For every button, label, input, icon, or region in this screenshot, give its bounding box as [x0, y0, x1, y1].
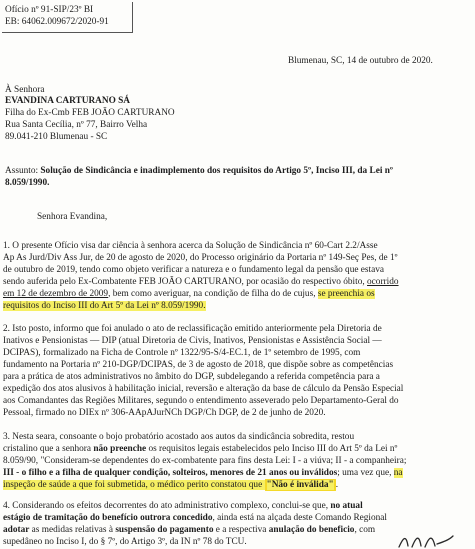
p4-line-3-end: , com — [354, 525, 376, 535]
p2-line-1: 2. Isto posto, informo que foi anulado o ato de reclassificação emitido anteriormente pela Diretoria de — [3, 324, 382, 334]
handwritten-initials-icon — [395, 530, 455, 549]
p1-line-4-text: sendo auferida pelo Ex-Combatente FEB JOÃO CARTURANO, por ocasião do respectivo óbito, — [3, 277, 368, 287]
p4-bold-suspensao: suspensão do pagamento — [115, 525, 214, 535]
p4-line-3-text: as medidas relativas à — [29, 525, 116, 535]
p1-line-5 — [3, 288, 466, 300]
subject-line-1 — [5, 165, 393, 177]
p2-line-3: DCIPAS), formalizado na Ficha de Controle nº 1322/95-S/4-EC.1, de 1º setembro de 1995, com — [3, 348, 361, 358]
p4-bold-estagio: estágio de tramitação do benefício outrora concedido — [3, 513, 213, 523]
p2-line-6: expedição dos atos alusivos à habilitação inicial, reversão e alteração da base de cálculo da Pensão Especial — [3, 384, 404, 394]
p3-highlight-start: na — [393, 468, 403, 478]
paragraph-1 — [3, 240, 466, 312]
p2-line-4: fundamento na Portaria nº 210-DGP/DCIPAS, de 3 de agosto de 2018, que dispõe sobre as competências — [3, 360, 394, 370]
p4-line-2-text: , ainda está na alçada deste Comando Regional — [212, 513, 388, 523]
subject-line-2: 8.059/1990. — [5, 178, 50, 188]
p3-highlight-middle: inspeção de saúde a que foi submetida, o médico perito constatou que — [3, 480, 265, 490]
p1-line-5-text: , bem como averiguar, na condição de filha do de cujus, — [108, 289, 318, 299]
p4-line-4: supedâneo no Inciso I, do § 7º, do Artigo 3º, da IN nº 78 do TCU. — [3, 537, 247, 547]
p4-line-3-mid: e a respectiva — [213, 525, 269, 535]
p3-line-4-text: ; uma vez que, — [337, 468, 394, 478]
p3-line-2 — [3, 443, 466, 455]
p3-bold-dependents: III - o filho e a filha de qualquer condição, solteiros, menores de 21 anos ou inválidos — [3, 468, 338, 478]
p1-line-3: de outubro de 2019, tendo como objeto verificar a natureza e o fundamento legal da pensão que estava — [3, 265, 385, 275]
p2-line-5: para a prática de atos administrativos no âmbito do DGP, subdelegando a referida competência para a — [3, 372, 380, 382]
p3-line-4 — [3, 467, 466, 479]
p4-line-1 — [3, 500, 466, 512]
p3-line-2-text: cristalino que a senhora — [3, 444, 94, 454]
recipient-salutation: À Senhora — [5, 85, 45, 95]
p4-line-1-text: 4. Considerando os efeitos decorrentes do ato administrativo complexo, conclui-se que, — [3, 501, 331, 511]
paragraph-2 — [3, 323, 466, 419]
p1-line-4 — [3, 276, 466, 288]
p4-bold-adotar: adotar — [3, 525, 30, 535]
p1-underlined-date: em 12 de dezembro de 2009 — [3, 289, 109, 299]
p3-line-5-end: . — [335, 480, 339, 490]
p2-line-7: aos Comandantes das Regiões Militares, segundo o entendimento asseverado pelo Departamento-Geral do — [3, 396, 399, 406]
p4-line-2 — [3, 512, 466, 524]
p1-line-2: Ap As Jurd/Div Ass Jur, de 20 de agosto de 2020, do Processo originário da Portaria nº 149-Seç Pes, de 1º — [3, 253, 398, 263]
eb-reference: EB: 64062.009672/2020-91 — [5, 17, 109, 27]
subject-text: Solução de Sindicância e inadimplemento dos requisitos do Artigo 5º, Inciso III, da Lei nº — [40, 166, 393, 176]
office-reference: Ofício nº 91-SIP/23º BI — [5, 5, 94, 15]
p1-highlight-start: se preenchia os — [317, 289, 375, 299]
p3-line-5 — [3, 479, 466, 491]
p3-line-1: 3. Nesta seara, consoante o bojo probatório acostado aos autos da sindicância sobredita, restou — [3, 432, 355, 442]
recipient-name: EVANDINA CARTURANO SÁ — [5, 96, 131, 106]
p2-line-2: Inativos e Pensionistas — DIP (atual Diretoria de Civis, Inativos, Pensionistas e Assistência Social — — [3, 336, 382, 346]
p1-line-6 — [3, 300, 466, 312]
recipient-street: Rua Santa Cecília, nº 77, Bairro Velha — [5, 120, 148, 130]
greeting: Senhora Evandina, — [37, 212, 108, 222]
recipient-filiation: Filha do Ex-Cmb FEB JOÃO CARTURANO — [5, 108, 175, 118]
p4-bold-no-atual: no atual — [330, 501, 363, 511]
p3-highlight-nao-e-invalida: "Não é inválida" — [266, 480, 334, 490]
p3-line-3: 8.059/90, "Consideram-se dependentes do ex-combatente para fins desta Lei: I - a viúva; II - a companheira; — [3, 456, 407, 466]
p3-bold-nao-preenche: não preenche — [93, 444, 147, 454]
subject-prefix: Assunto: — [5, 166, 41, 176]
p2-line-8: Pessoal, firmado no DIEx nº 306-AApAJurNCh DGP/Ch DGP, de 2 de junho de 2020. — [3, 408, 326, 418]
p3-line-2-rest: os requisitos legais estabelecidos pelo Inciso III do Art 5º da Lei nº — [146, 444, 398, 454]
p4-bold-anulacao: anulação do beneficio — [268, 525, 355, 535]
p1-line-1: 1. O presente Ofício visa dar ciência à senhora acerca da Solução de Sindicância nº 60-Cart 2.2/Asse — [3, 241, 378, 251]
p1-underlined-ocorrido: ocorrido — [367, 277, 399, 287]
paragraph-3 — [3, 431, 466, 491]
recipient-city: 89.041-210 Blumenau - SC — [5, 132, 108, 142]
place-date: Blumenau, SC, 14 de outubro de 2020. — [288, 56, 433, 66]
p1-highlight-end: requisitos do Inciso III do Art 5º da Lei nº 8.059/1990. — [3, 301, 206, 311]
